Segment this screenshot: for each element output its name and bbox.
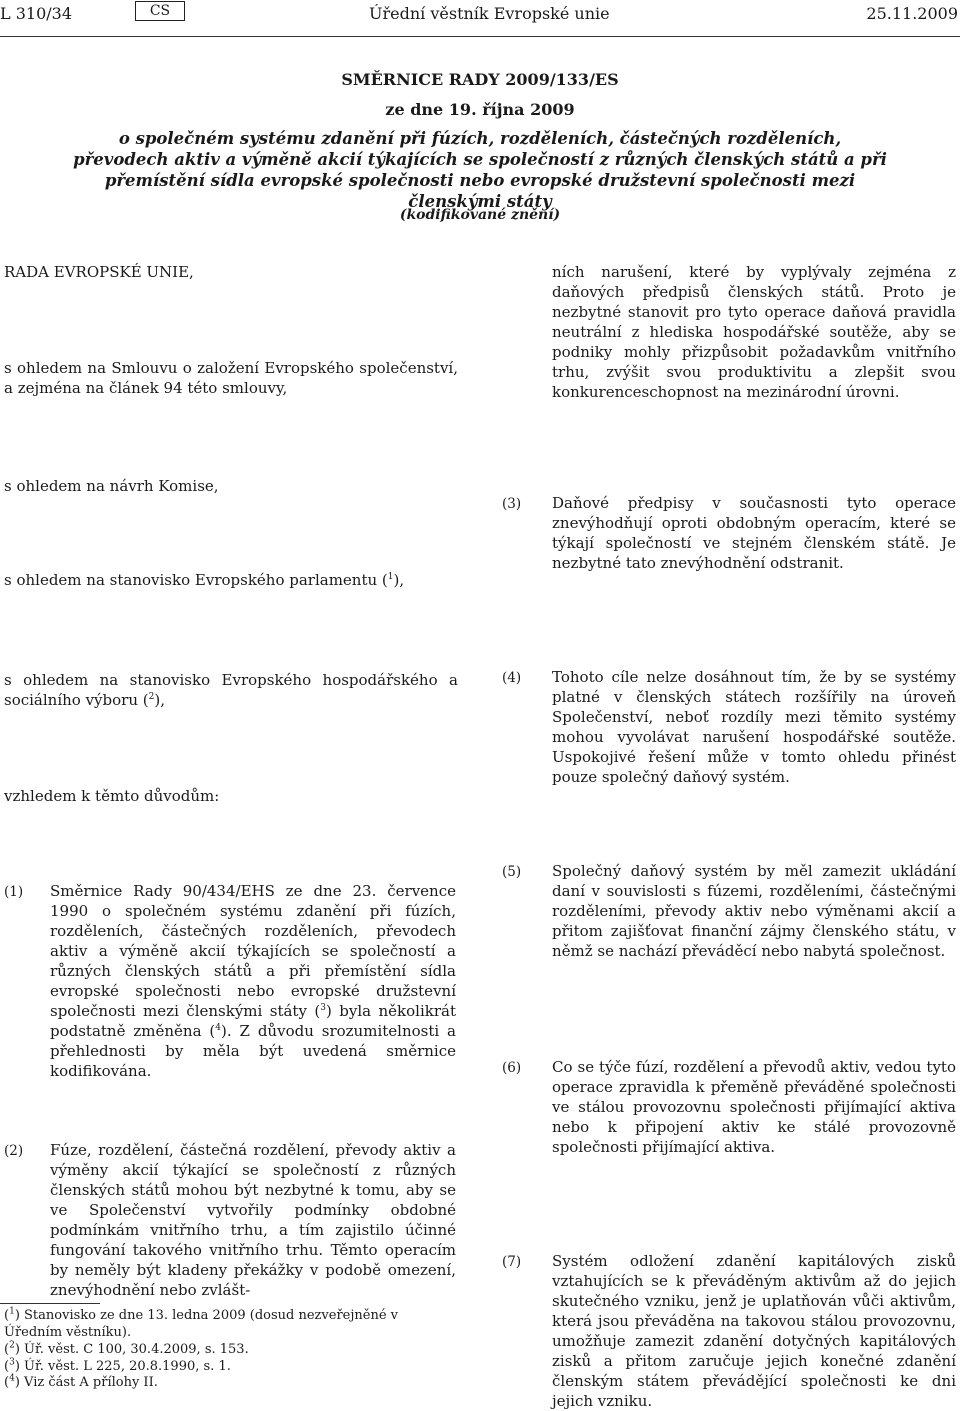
footnote-4-text: Viz část A přílohy II. <box>24 1375 158 1390</box>
recital-number: (5) <box>502 864 522 880</box>
codified-note: (kodifikované znění) <box>399 207 561 223</box>
recital-1 <box>50 881 456 1081</box>
language-badge: CS <box>135 1 185 21</box>
publication-date: 25.11.2009 <box>866 4 958 23</box>
recital-2-continuation: ních narušení, které by vyplývaly zejména z daňových předpisů členských států. Proto je nezbytné stanovit pro tyto operace daňová pravidla neutrální z hlediska hospodářské soutěže, aby se podniky mohly přizpůsobit požadavkům vnitřního trhu, zvýšit svou produktivitu a zlepšit svou konkurenceschopnost na mezinárodní úrovni. <box>552 263 956 401</box>
citation-ecosoc <box>4 670 458 710</box>
footnote-3-text: Úř. věst. L 225, 20.8.1990, s. 1. <box>24 1359 231 1374</box>
recital-number: (2) <box>4 1143 24 1159</box>
recital-5: Společný daňový systém by měl zamezit ukládání daní v souvislosti s fúzemi, rozděleními, částečnými rozděleními, převody aktiv nebo výměnami akcií a přitom zajišťovat finanční zájmy členského státu, v němž se nachází převáděcí nebo nabytá společnost. <box>552 862 956 960</box>
footnote-1-text: Stanovisko ze dne 13. ledna 2009 (dosud nezveřejněné v Úředním věstníku). <box>4 1308 398 1340</box>
footnote-4: ($^4$) Viz část A přílohy II. <box>4 1373 158 1390</box>
citation-proposal: s ohledem na návrh Komise, <box>4 477 219 495</box>
page-reference: L 310/34 <box>0 4 72 23</box>
recital-number: (6) <box>502 1060 522 1076</box>
recital-4: Tohoto cíle nelze dosáhnout tím, že by se systémy platné v členských státech rozšířily na úroveň Společenství, neboť rozdíly mezi těmito systémy mohou vyvolávat narušení hospodářské soutěže. Uspokojivé řešení může v tomto ohledu přinést pouze společný daňový systém. <box>552 668 956 786</box>
footnote-ref-2: 2 <box>148 692 155 702</box>
citation-parliament-end: ), <box>393 571 405 589</box>
directive-title: SMĚRNICE RADY 2009/133/ES <box>341 70 619 89</box>
footnote-1: ($^1$) Stanovisko ze dne 13. ledna 2009 (dosud nezveřejněné v Úředním věstníku). <box>4 1306 398 1340</box>
citation-ecosoc-end: ), <box>154 691 165 709</box>
citation-parliament-text: s ohledem na stanovisko Evropského parlamentu ( <box>4 571 388 589</box>
recital-number: (3) <box>502 496 522 512</box>
footnote-ref-4: 4 <box>215 1023 221 1033</box>
recital-1-text-a: Směrnice Rady 90/434/EHS ze dne 23. července 1990 o společném systému zdanění při fúzích, rozděleních, částečných rozděleních, převodech aktiv a výměně akcií týkajících se společností a různých členských států a při přemístění sídla evropské společnosti nebo evropské družstevní společnosti mezi členskými státy ( <box>50 882 456 1020</box>
footnote-2-mark: 2 <box>9 1340 15 1351</box>
journal-name: Úřední věstník Evropské unie <box>369 4 610 23</box>
footnote-3: ($^3$) Úř. věst. L 225, 20.8.1990, s. 1. <box>4 1357 231 1374</box>
footnote-ref-1: 1 <box>387 572 394 582</box>
directive-subject: o společném systému zdanění při fúzích, rozděleních, částečných rozděleních, převodech aktiv a výměně akcií týkajících se společností z různých členských států a při přemístění sídla evropské společnosti nebo evropské družstevní společnosti mezi členskými státy <box>73 129 887 211</box>
header-rule <box>0 36 960 37</box>
recital-7: Systém odložení zdanění kapitálových zisků vztahujících se k převáděným aktivům až do jejich skutečného vzniku, jenž je uplatňován vůči aktivům, která jsou převáděna na takovou stálou provozovnu, umožňuje zamezit zdanění dotyčných kapitálových zisků a přitom zaručuje jejich konečné zdanění členským státem převádějící společnosti ke dni jejich vzniku. <box>552 1252 956 1410</box>
directive-date: ze dne 19. října 2009 <box>385 100 575 119</box>
footnote-rule <box>0 1303 100 1304</box>
council-heading: RADA EVROPSKÉ UNIE, <box>4 263 194 281</box>
recital-number: (1) <box>4 884 24 900</box>
footnote-4-mark: 4 <box>9 1373 15 1384</box>
footnote-1-mark: 1 <box>9 1306 15 1317</box>
recital-3: Daňové předpisy v současnosti tyto operace znevýhodňují oproti obdobným operacím, které se týkají společností ve stejném členském státě. Je nezbytné tato znevýhodnění odstranit. <box>552 494 956 572</box>
recital-number: (7) <box>502 1254 522 1270</box>
citation-treaty: s ohledem na Smlouvu o založení Evropského společenství, a zejména na článek 94 této smlouvy, <box>4 359 458 397</box>
citation-ecosoc-text: s ohledem na stanovisko Evropského hospodářského a sociálního výboru ( <box>4 671 458 709</box>
footnote-3-mark: 3 <box>9 1357 15 1368</box>
recital-1-text-b: ) byla několikrát podstatně změněna ( <box>50 1002 456 1040</box>
citation-parliament <box>4 570 458 590</box>
footnote-2: ($^2$) Úř. věst. C 100, 30.4.2009, s. 153. <box>4 1340 249 1357</box>
recital-number: (4) <box>502 670 522 686</box>
footnote-2-text: Úř. věst. C 100, 30.4.2009, s. 153. <box>24 1342 249 1357</box>
recital-1-text-c: ). Z důvodu srozumitelnosti a přehlednosti by měla být uvedená směrnice kodifikována. <box>50 1022 456 1080</box>
recital-2: Fúze, rozdělení, částečná rozdělení, převody aktiv a výměny akcií týkající se společností z různých členských států mohou být nezbytné k tomu, aby se ve Společenství vytvořily podmínky obdobné podmínkám vnitřního trhu, a tím zajistilo účinné fungování takového vnitřního trhu. Těmto operacím by neměly být kladeny překážky v podobě omezení, znevýhodnění nebo zvlášt- <box>50 1141 456 1299</box>
footnote-ref-3: 3 <box>320 1003 326 1013</box>
recital-6: Co se týče fúzí, rozdělení a převodů aktiv, vedou tyto operace zpravidla k přeměně převáděné společnosti ve stálou provozovnu společnosti přijímající aktiva nebo k připojení aktiv ke stálé provozovně společnosti přijímající aktiva. <box>552 1058 956 1156</box>
whereas-heading: vzhledem k těmto důvodům: <box>4 787 220 805</box>
